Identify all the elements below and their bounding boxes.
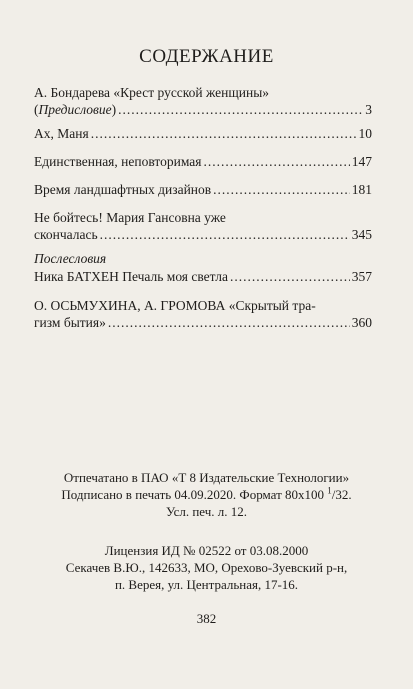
toc-entry-line — [34, 125, 372, 142]
dot-leader — [100, 226, 350, 243]
afterwords-label: Послесловия — [34, 251, 107, 266]
imprint-format-line — [0, 486, 413, 503]
toc-entry-title: Время ландшафтных дизайнов — [34, 182, 212, 197]
toc-entry-page: 357 — [351, 269, 372, 284]
toc-entry-preface — [34, 84, 372, 118]
license-line: Лицензия ИД № 02522 от 03.08.2000 — [104, 543, 309, 558]
imprint-format-text: Подписано в печать 04.09.2020. Формат 80х100 — [61, 487, 328, 502]
format-superscript: 1 — [327, 485, 332, 496]
license-block — [0, 542, 413, 593]
toc-entry-line — [34, 181, 372, 198]
print-imprint — [0, 469, 413, 520]
dot-leader — [203, 153, 349, 170]
toc-entry-ne-boytes — [34, 209, 372, 243]
toc-entry-title-cont: гизм бытия» — [34, 315, 106, 330]
imprint-sheets-line: Усл. печ. л. 12. — [165, 504, 248, 519]
dot-leader — [108, 314, 350, 331]
toc-entry-line — [34, 268, 372, 285]
toc-entry-title: Не бойтесь! Мария Гансовна уже — [34, 210, 226, 225]
toc-entry-edinstvennaya — [34, 153, 372, 170]
toc-entry-title: Ах, Маня — [34, 126, 89, 141]
toc-entry-vremya — [34, 181, 372, 198]
toc-entry-page: 360 — [351, 315, 372, 330]
publisher-address-line: п. Верея, ул. Центральная, 17-16. — [114, 577, 299, 592]
toc-entry-line — [34, 314, 372, 331]
paren-open: ( — [34, 102, 39, 117]
toc-entry-osmukhina — [34, 297, 372, 331]
dot-leader — [118, 101, 363, 118]
toc-entry-title-cont: скончалась — [34, 227, 98, 242]
dot-leader — [230, 268, 350, 285]
page-number: 382 — [196, 611, 217, 626]
page-title: СОДЕРЖАНИЕ — [139, 46, 274, 67]
table-of-contents — [34, 84, 372, 331]
toc-entry-akh-manya — [34, 125, 372, 142]
toc-entry-title: Ника БАТХЕН Печаль моя светла — [34, 269, 228, 284]
toc-entry-page: 181 — [351, 182, 372, 197]
dot-leader — [213, 181, 350, 198]
toc-entry-title: Единственная, неповторимая — [34, 154, 202, 169]
toc-entry-page: 3 — [365, 102, 372, 117]
toc-entry-page: 10 — [358, 126, 372, 141]
toc-entry-title: А. Бондарева «Крест русской женщины» — [34, 85, 270, 100]
paren-close: ) — [111, 102, 117, 117]
toc-entry-line — [34, 153, 372, 170]
toc-entry-italic: Предисловие — [38, 102, 112, 117]
dot-leader — [91, 125, 357, 142]
toc-entry-line — [34, 101, 372, 118]
format-tail: /32. — [331, 487, 352, 502]
imprint-line: Отпечатано в ПАО «Т 8 Издательские Технологии» — [63, 470, 350, 485]
toc-entry-page: 345 — [351, 227, 372, 242]
toc-entry-batkhen — [34, 268, 372, 285]
toc-entry-line — [34, 226, 372, 243]
toc-entry-subtitle — [34, 101, 116, 118]
publisher-address-line: Секачев В.Ю., 142633, МО, Орехово-Зуевский р-н, — [65, 560, 348, 575]
toc-entry-title: О. ОСЬМУХИНА, А. ГРОМОВА «Скрытый тра- — [34, 298, 316, 313]
toc-entry-page: 147 — [351, 154, 372, 169]
